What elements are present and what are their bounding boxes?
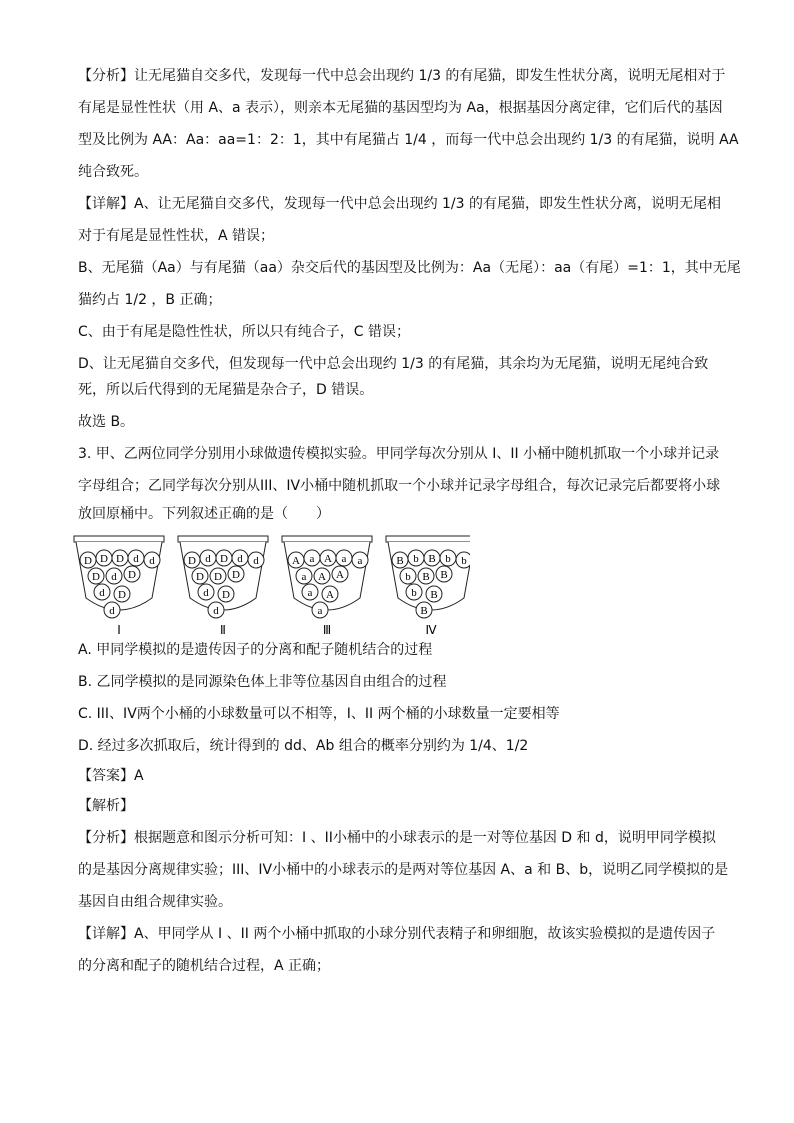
ball-letter: a	[341, 553, 347, 565]
ball-letter: D	[220, 553, 228, 565]
question-line: 字母组合；乙同学每次分别从III、IV小桶中随机抓取一个小球并记录字母组合，每次记录完后都要将小球	[78, 478, 721, 494]
ball-letter: D	[128, 569, 136, 581]
option-a: A. 甲同学模拟的是遗传因子的分离和配子随机结合的过程	[78, 642, 433, 658]
bucket-label: Ⅳ	[425, 623, 437, 637]
ball-letter: D	[100, 553, 108, 565]
ball-letter: b	[405, 571, 411, 583]
ball-letter: B	[420, 605, 428, 617]
paragraph-line: 纯合致死。	[78, 164, 148, 180]
bucket-rim	[386, 536, 470, 542]
ball-letter: A	[324, 553, 332, 565]
paragraph-line: 猫约占 1/2 ，B 正确；	[78, 292, 222, 308]
ball-letter: d	[253, 555, 259, 567]
analysis-line: 的是基因分离规律实验；III、IV小桶中的小球表示的是两对等位基因 A、a 和 B、b，说明乙同学模拟的是	[78, 862, 729, 878]
option-b: B. 乙同学模拟的是同源染色体上非等位基因自由组合的过程	[78, 674, 447, 690]
ball-letter: a	[357, 555, 363, 567]
ball-letter: B	[396, 555, 404, 567]
paragraph-line: 型及比例为 AA：Aa：aa=1：2：1，其中有尾猫占 1/4 ，而每一代中总会出现约 1/3 的有尾猫，说明 AA	[78, 132, 739, 148]
ball-letter: d	[149, 555, 155, 567]
analysis-heading: 【解析】	[78, 798, 134, 814]
bucket-label: Ⅱ	[220, 623, 226, 637]
option-d: D. 经过多次抓取后，统计得到的 dd、Ab 组合的概率分别约为 1/4、1/2	[78, 738, 529, 754]
option-c: C. III、IV两个小桶的小球数量可以不相等，I、II 两个桶的小球数量一定要相等	[78, 706, 560, 722]
buckets-figure	[70, 530, 470, 640]
question-line: 放回原桶中。下列叙述正确的是（ ）	[78, 506, 330, 522]
paragraph-line: C、由于有尾是隐性性状，所以只有纯合子，C 错误；	[78, 324, 410, 340]
ball-letter: A	[326, 589, 334, 601]
analysis-line: 【详解】A、甲同学从 I 、II 两个小桶中抓取的小球分别代表精子和卵细胞，故该实验模拟的是遗传因子	[78, 926, 716, 942]
ball-letter: b	[445, 553, 451, 565]
analysis-line: 的分离和配子的随机结合过程，A 正确；	[78, 958, 331, 974]
ball-letter: a	[301, 571, 307, 583]
bucket-label: Ⅲ	[322, 623, 332, 637]
ball-letter: d	[99, 587, 105, 599]
bucket-rim	[74, 536, 164, 542]
ball-letter: d	[109, 605, 115, 617]
ball-letter: a	[317, 605, 323, 617]
bucket	[282, 536, 372, 637]
question-line: 3. 甲、乙两位同学分别用小球做遗传模拟实验。甲同学每次分别从 I、II 小桶中随机抓取一个小球并记录	[78, 446, 720, 462]
bucket	[74, 536, 164, 637]
paragraph-line: 死，所以后代得到的无尾猫是杂合子，D 错误。	[78, 382, 374, 398]
paragraph-line: 【详解】A、让无尾猫自交多代，发现每一代中总会出现约 1/3 的有尾猫，即发生性状分离，说明无尾相	[78, 196, 722, 212]
ball-letter: D	[116, 553, 124, 565]
ball-letter: d	[237, 553, 243, 565]
paragraph-line: D、让无尾猫自交多代，但发现每一代中总会出现约 1/3 的有尾猫，其余均为无尾猫，说明无尾纯合致	[78, 356, 709, 372]
ball-letter: B	[428, 553, 436, 565]
ball-letter: b	[413, 553, 419, 565]
ball-letter: d	[203, 587, 209, 599]
paragraph-line: 【分析】让无尾猫自交多代，发现每一代中总会出现约 1/3 的有尾猫，即发生性状分离，说明无尾相对于	[78, 68, 726, 84]
ball-letter: b	[411, 587, 417, 599]
ball-letter: D	[196, 571, 204, 583]
answer-line: 【答案】A	[78, 768, 144, 784]
ball-letter: b	[461, 555, 467, 567]
ball-letter: B	[440, 569, 448, 581]
ball-letter: d	[111, 571, 117, 583]
ball-letter: D	[188, 555, 196, 567]
ball-letter: a	[307, 587, 313, 599]
ball-letter: B	[422, 571, 430, 583]
ball-letter: D	[222, 589, 230, 601]
bucket-label: Ⅰ	[117, 623, 121, 637]
ball-letter: D	[232, 569, 240, 581]
paragraph-line: 对于有尾是显性性状，A 错误；	[78, 228, 275, 244]
ball-letter: D	[118, 589, 126, 601]
ball-letter: A	[292, 555, 300, 567]
ball-letter: B	[430, 589, 438, 601]
paragraph-line: 故选 B。	[78, 414, 135, 430]
bucket-rim	[282, 536, 372, 542]
ball-letter: A	[318, 571, 326, 583]
bucket-rim	[178, 536, 268, 542]
bucket	[178, 536, 268, 637]
analysis-line: 【分析】根据题意和图示分析可知：I 、II小桶中的小球表示的是一对等位基因 D 和 d，说明甲同学模拟	[78, 830, 716, 846]
ball-letter: a	[309, 553, 315, 565]
ball-letter: d	[213, 605, 219, 617]
bucket	[386, 536, 470, 637]
ball-letter: d	[133, 553, 139, 565]
ball-letter: d	[205, 553, 211, 565]
ball-letter: D	[214, 571, 222, 583]
analysis-line: 基因自由组合规律实验。	[78, 894, 232, 910]
ball-letter: D	[84, 555, 92, 567]
paragraph-line: 有尾是显性性状（用 A、a 表示），则亲本无尾猫的基因型均为 Aa，根据基因分离定律，它们后代的基因	[78, 100, 723, 116]
ball-letter: D	[92, 571, 100, 583]
paragraph-line: B、无尾猫（Aa）与有尾猫（aa）杂交后代的基因型及比例为：Aa（无尾）：aa（有尾）=1：1，其中无尾	[78, 260, 741, 276]
ball-letter: A	[336, 569, 344, 581]
